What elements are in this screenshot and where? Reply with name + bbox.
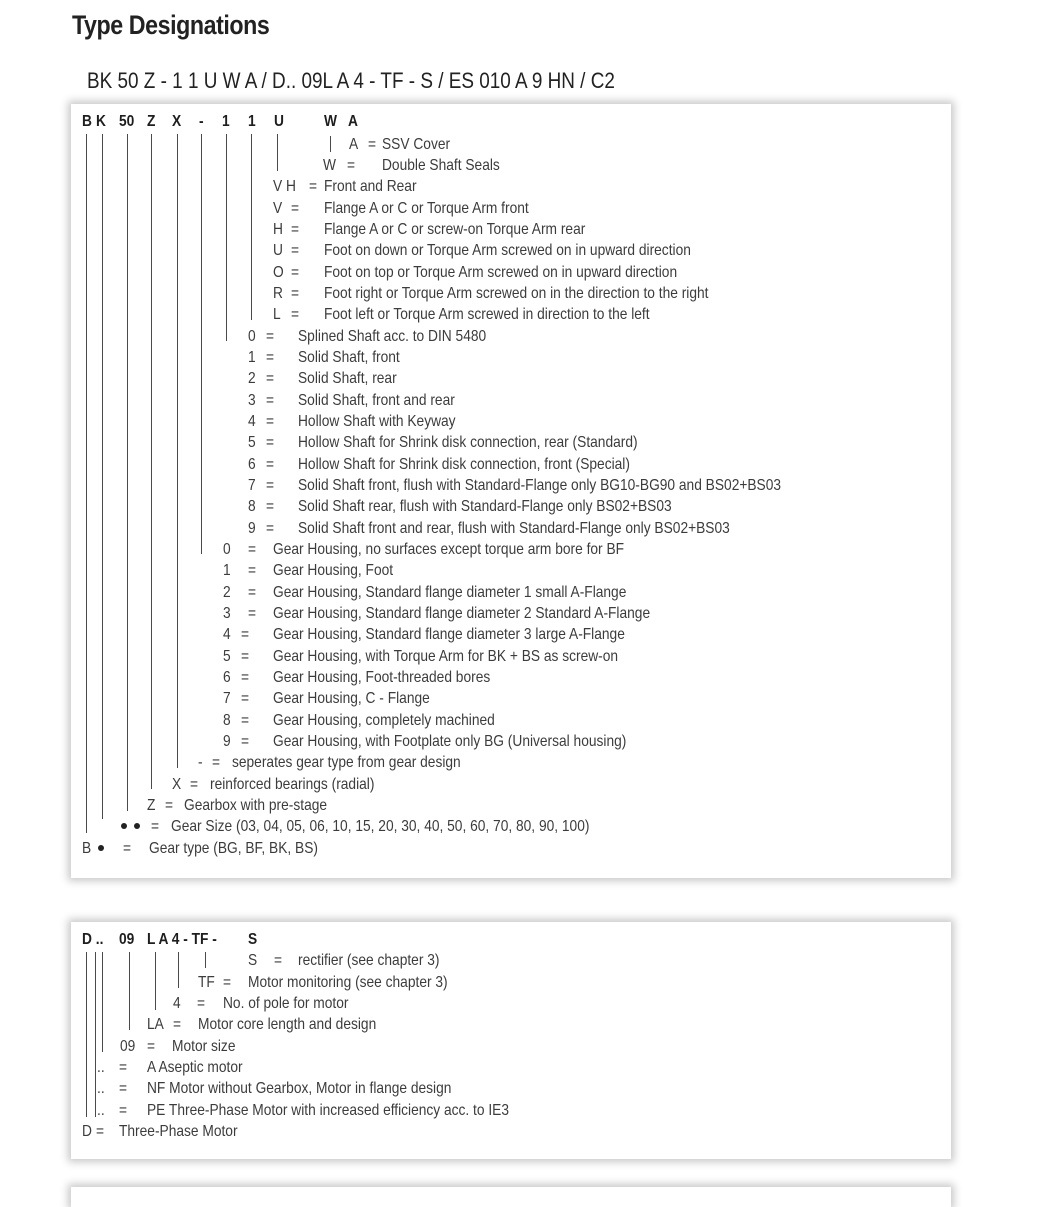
equals-sign: =: [291, 285, 300, 302]
designation-description: Foot on down or Torque Arm screwed on in upward direction: [324, 242, 691, 259]
designation-code: 4: [173, 995, 181, 1012]
next-panel-edge: [71, 1187, 951, 1207]
equals-sign: =: [266, 520, 275, 537]
designation-code: 1: [248, 349, 256, 366]
equals-sign: =: [291, 200, 300, 217]
header-char: U: [274, 113, 284, 130]
designation-code: 2: [248, 370, 256, 387]
equals-sign: =: [123, 840, 132, 857]
designation-description: Gear type (BG, BF, BK, BS): [149, 840, 319, 857]
designation-code: 7: [248, 477, 256, 494]
designation-code: L: [273, 306, 281, 323]
designation-code: 8: [248, 498, 256, 515]
designation-code: V H: [273, 178, 296, 195]
connector-line: [102, 134, 103, 819]
designation-code: Z: [147, 797, 156, 814]
designation-code: 6: [223, 669, 231, 686]
designation-description: Gear Housing, completely machined: [273, 712, 495, 729]
designation-description: NF Motor without Gearbox, Motor in flange design: [147, 1080, 452, 1097]
connector-line: [277, 134, 278, 171]
header-char: X: [172, 113, 182, 130]
equals-sign: =: [173, 1016, 182, 1033]
equals-sign: =: [291, 306, 300, 323]
designation-description: Foot left or Torque Arm screwed in direction to the left: [324, 306, 650, 323]
equals-sign: =: [266, 434, 275, 451]
equals-sign: =: [119, 1102, 128, 1119]
designation-description: Front and Rear: [324, 178, 417, 195]
equals-sign: =: [309, 178, 318, 195]
designation-description: Solid Shaft, front: [298, 349, 400, 366]
connector-line: [201, 134, 202, 554]
designation-description: No. of pole for motor: [223, 995, 349, 1012]
designation-code: W: [323, 157, 336, 174]
connector-line: [155, 952, 156, 1010]
designation-code: 9: [223, 733, 231, 750]
designation-code: ..: [97, 1102, 105, 1119]
designation-description: Hollow Shaft for Shrink disk connection, front (Special): [298, 456, 630, 473]
designation-code: 09: [120, 1038, 136, 1055]
connector-line: [330, 136, 331, 152]
designation-code: V: [273, 200, 283, 217]
designation-description: Motor monitoring (see chapter 3): [248, 974, 448, 991]
designation-code: 5: [223, 648, 231, 665]
equals-sign: =: [223, 974, 232, 991]
equals-sign: =: [147, 1038, 156, 1055]
header-char: Z: [147, 113, 156, 130]
header-char: L A 4 - TF -: [147, 931, 217, 948]
connector-line: [251, 134, 252, 320]
designation-code: U: [273, 242, 283, 259]
header-char: 1: [248, 113, 256, 130]
connector-line: [205, 952, 206, 968]
designation-description: Solid Shaft front, flush with Standard-Flange only BG10-BG90 and BS02+BS03: [298, 477, 782, 494]
designation-code: S: [248, 952, 258, 969]
equals-sign: =: [347, 157, 356, 174]
designation-code: 5: [248, 434, 256, 451]
equals-sign: =: [291, 264, 300, 281]
designation-description: Three-Phase Motor: [119, 1123, 238, 1140]
designation-code: 6: [248, 456, 256, 473]
equals-sign: =: [248, 584, 257, 601]
designation-description: Motor size: [172, 1038, 236, 1055]
equals-sign: =: [248, 541, 257, 558]
header-char: D ..: [82, 931, 104, 948]
connector-line: [151, 134, 152, 789]
equals-sign: =: [165, 797, 174, 814]
equals-sign: =: [266, 328, 275, 345]
equals-sign: =: [119, 1080, 128, 1097]
designation-code: TF: [198, 974, 215, 991]
equals-sign: =: [197, 995, 206, 1012]
connector-line: [86, 952, 87, 1117]
equals-sign: =: [291, 221, 300, 238]
equals-sign: =: [266, 370, 275, 387]
designation-description: Gear Housing, no surfaces except torque arm bore for BF: [273, 541, 625, 558]
header-char: 50: [119, 113, 135, 130]
designation-description: rectifier (see chapter 3): [298, 952, 440, 969]
header-char: -: [199, 113, 204, 130]
designation-code: B: [82, 840, 92, 857]
designation-description: Gear Housing, Standard flange diameter 2 Standard A-Flange: [273, 605, 651, 622]
designation-description: Foot on top or Torque Arm screwed on in upward direction: [324, 264, 678, 281]
header-char: K: [96, 113, 106, 130]
connector-line: [127, 134, 128, 811]
connector-line: [86, 134, 87, 833]
designation-description: Foot right or Torque Arm screwed on in the direction to the right: [324, 285, 709, 302]
designation-description: Gearbox with pre-stage: [184, 797, 328, 814]
designation-description: Hollow Shaft for Shrink disk connection, rear (Standard): [298, 434, 638, 451]
designation-description: Gear Housing, Standard flange diameter 1 small A-Flange: [273, 584, 627, 601]
designation-code: 8: [223, 712, 231, 729]
designation-description: Gear Housing, with Footplate only BG (Universal housing): [273, 733, 627, 750]
header-char: 1: [222, 113, 230, 130]
header-char: W: [324, 113, 337, 130]
designation-description: Splined Shaft acc. to DIN 5480: [298, 328, 487, 345]
designation-description: Gear Housing, with Torque Arm for BK + BS as screw-on: [273, 648, 619, 665]
designation-description: Solid Shaft, front and rear: [298, 392, 455, 409]
type-code-example: BK 50 Z - 1 1 U W A / D.. 09L A 4 - TF - S / ES 010 A 9 HN / C2: [87, 68, 615, 93]
designation-description: Flange A or C or Torque Arm front: [324, 200, 529, 217]
equals-sign: =: [291, 242, 300, 259]
equals-sign: =: [368, 136, 377, 153]
designation-description: Motor core length and design: [198, 1016, 377, 1033]
equals-sign: =: [96, 1123, 105, 1140]
designation-code: X: [172, 776, 182, 793]
designation-code: A: [349, 136, 359, 153]
designation-code: -: [198, 754, 203, 771]
designation-description: Gear Housing, Standard flange diameter 3 large A-Flange: [273, 626, 625, 643]
connector-line: [178, 952, 179, 988]
designation-code: R: [273, 285, 283, 302]
designation-description: SSV Cover: [382, 136, 451, 153]
designation-description: Solid Shaft rear, flush with Standard-Flange only BS02+BS03: [298, 498, 672, 515]
designation-description: Flange A or C or screw-on Torque Arm rear: [324, 221, 586, 238]
equals-sign: =: [266, 456, 275, 473]
equals-sign: =: [248, 605, 257, 622]
designation-code: O: [273, 264, 284, 281]
equals-sign: =: [241, 712, 250, 729]
equals-sign: =: [266, 392, 275, 409]
designation-code: ..: [97, 1080, 105, 1097]
header-char: A: [348, 113, 358, 130]
header-char: S: [248, 931, 258, 948]
equals-sign: =: [241, 648, 250, 665]
designation-code: D: [82, 1123, 92, 1140]
equals-sign: =: [212, 754, 221, 771]
designation-description: Gear Housing, Foot: [273, 562, 394, 579]
equals-sign: =: [190, 776, 199, 793]
designation-description: Gear Housing, Foot-threaded bores: [273, 669, 491, 686]
designation-code: 0: [223, 541, 231, 558]
designation-description: Hollow Shaft with Keyway: [298, 413, 456, 430]
designation-code: 3: [223, 605, 231, 622]
bullet-icon: [98, 845, 104, 851]
connector-line: [95, 952, 96, 1117]
designation-code: 3: [248, 392, 256, 409]
equals-sign: =: [266, 413, 275, 430]
equals-sign: =: [241, 690, 250, 707]
designation-description: Gear Housing, C - Flange: [273, 690, 430, 707]
connector-line: [177, 134, 178, 768]
designation-description: Solid Shaft, rear: [298, 370, 397, 387]
designation-code: 7: [223, 690, 231, 707]
equals-sign: =: [266, 498, 275, 515]
designation-description: reinforced bearings (radial): [210, 776, 375, 793]
equals-sign: =: [248, 562, 257, 579]
equals-sign: =: [266, 477, 275, 494]
equals-sign: =: [241, 626, 250, 643]
designation-code: H: [273, 221, 283, 238]
page-title: Type Designations: [72, 10, 270, 40]
connector-line: [129, 952, 130, 1030]
designation-code: 4: [223, 626, 231, 643]
equals-sign: =: [151, 818, 160, 835]
designation-code: 1: [223, 562, 231, 579]
designation-description: Solid Shaft front and rear, flush with Standard-Flange only BS02+BS03: [298, 520, 730, 537]
designation-code: 4: [248, 413, 256, 430]
equals-sign: =: [241, 733, 250, 750]
bullet-icon: [134, 823, 140, 829]
connector-line: [226, 134, 227, 341]
connector-line: [102, 952, 103, 1052]
bullet-icon: [121, 823, 127, 829]
equals-sign: =: [119, 1059, 128, 1076]
motor-designation-panel: [71, 922, 951, 1159]
equals-sign: =: [241, 669, 250, 686]
designation-description: PE Three-Phase Motor with increased efficiency acc. to IE3: [147, 1102, 510, 1119]
designation-description: Double Shaft Seals: [382, 157, 500, 174]
designation-code: 2: [223, 584, 231, 601]
equals-sign: =: [274, 952, 283, 969]
designation-description: A Aseptic motor: [147, 1059, 243, 1076]
equals-sign: =: [266, 349, 275, 366]
gearbox-designation-panel: [71, 104, 951, 878]
designation-code: 0: [248, 328, 256, 345]
designation-description: Gear Size (03, 04, 05, 06, 10, 15, 20, 30, 40, 50, 60, 70, 80, 90, 100): [171, 818, 590, 835]
designation-code: 9: [248, 520, 256, 537]
header-char: 09: [119, 931, 135, 948]
designation-code: LA: [147, 1016, 164, 1033]
header-char: B: [82, 113, 92, 130]
designation-description: seperates gear type from gear design: [232, 754, 461, 771]
designation-code: ..: [97, 1059, 105, 1076]
